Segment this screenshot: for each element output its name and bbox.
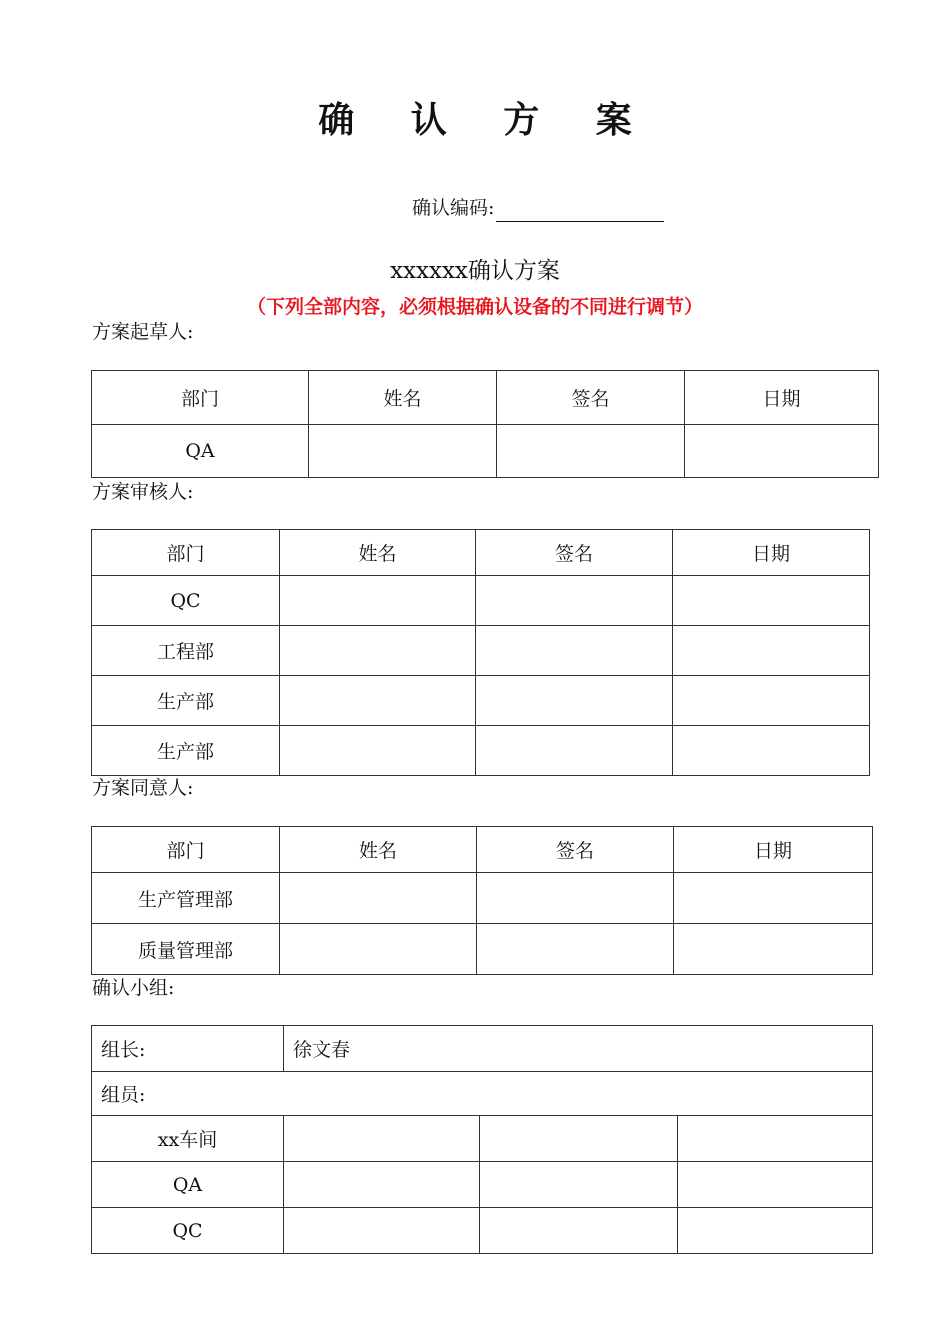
name-cell[interactable] (280, 576, 476, 626)
department-cell: 质量管理部 (92, 924, 280, 975)
table-header-row (92, 530, 870, 576)
signature-cell[interactable] (476, 726, 673, 776)
team-leader-name[interactable]: 徐文春 (284, 1026, 873, 1072)
table-row (92, 726, 870, 776)
team-members-header-row (92, 1072, 873, 1116)
department-cell: QC (92, 576, 280, 626)
table-row (92, 1162, 873, 1208)
adjustment-note: （下列全部内容，必须根据确认设备的不同进行调节） (246, 296, 703, 318)
table-row (92, 1116, 873, 1162)
document-title: xxxxxx确认方案 (390, 258, 560, 284)
team-leader-row (92, 1026, 873, 1072)
reviewer-table (91, 529, 870, 776)
header-name: 姓名 (309, 371, 497, 425)
header-department: 部门 (92, 827, 280, 873)
date-cell[interactable] (685, 425, 879, 478)
table-row (92, 576, 870, 626)
department-cell: 生产部 (92, 726, 280, 776)
department-cell: QA (92, 425, 309, 478)
signature-cell[interactable] (477, 924, 674, 975)
member-cell[interactable] (480, 1116, 678, 1162)
department-cell: 生产管理部 (92, 873, 280, 924)
name-cell[interactable] (280, 924, 477, 975)
header-signature: 签名 (477, 827, 674, 873)
date-cell[interactable] (673, 676, 870, 726)
member-cell[interactable] (284, 1162, 480, 1208)
table-row (92, 873, 873, 924)
member-cell[interactable] (480, 1162, 678, 1208)
department-cell: 生产部 (92, 676, 280, 726)
member-cell[interactable] (678, 1208, 873, 1254)
header-name: 姓名 (280, 530, 476, 576)
header-signature: 签名 (497, 371, 685, 425)
signature-cell[interactable] (476, 676, 673, 726)
header-department: 部门 (92, 371, 309, 425)
member-cell[interactable] (678, 1162, 873, 1208)
table-row (92, 425, 879, 478)
name-cell[interactable] (280, 626, 476, 676)
member-cell[interactable] (678, 1116, 873, 1162)
date-cell[interactable] (673, 726, 870, 776)
date-cell[interactable] (673, 626, 870, 676)
confirmation-code-blank[interactable] (496, 199, 664, 222)
drafter-section-label: 方案起草人: (92, 321, 194, 343)
header-name: 姓名 (280, 827, 477, 873)
header-date: 日期 (673, 530, 870, 576)
table-header-row (92, 827, 873, 873)
department-cell: 工程部 (92, 626, 280, 676)
confirmation-code-line (412, 194, 664, 222)
team-members-label: 组员: (92, 1072, 873, 1116)
date-cell[interactable] (673, 576, 870, 626)
page-title: 确 认 方 案 (318, 100, 654, 141)
member-cell[interactable] (284, 1208, 480, 1254)
name-cell[interactable] (280, 726, 476, 776)
team-leader-label: 组长: (92, 1026, 284, 1072)
name-cell[interactable] (280, 873, 477, 924)
table-row (92, 1208, 873, 1254)
date-cell[interactable] (674, 873, 873, 924)
member-cell[interactable] (284, 1116, 480, 1162)
approver-table (91, 826, 873, 975)
confirmation-code-label: 确认编码: (412, 197, 495, 219)
team-section-label: 确认小组: (92, 977, 175, 999)
signature-cell[interactable] (477, 873, 674, 924)
table-header-row (92, 371, 879, 425)
table-row (92, 626, 870, 676)
header-signature: 签名 (476, 530, 673, 576)
name-cell[interactable] (309, 425, 497, 478)
member-department-cell: xx车间 (92, 1116, 284, 1162)
signature-cell[interactable] (497, 425, 685, 478)
header-date: 日期 (685, 371, 879, 425)
member-department-cell: QC (92, 1208, 284, 1254)
name-cell[interactable] (280, 676, 476, 726)
date-cell[interactable] (674, 924, 873, 975)
header-department: 部门 (92, 530, 280, 576)
signature-cell[interactable] (476, 626, 673, 676)
table-row (92, 924, 873, 975)
member-cell[interactable] (480, 1208, 678, 1254)
drafter-table (91, 370, 879, 478)
header-date: 日期 (674, 827, 873, 873)
member-department-cell: QA (92, 1162, 284, 1208)
signature-cell[interactable] (476, 576, 673, 626)
team-table (91, 1025, 873, 1254)
table-row (92, 676, 870, 726)
approver-section-label: 方案同意人: (92, 777, 194, 799)
reviewer-section-label: 方案审核人: (92, 481, 194, 503)
